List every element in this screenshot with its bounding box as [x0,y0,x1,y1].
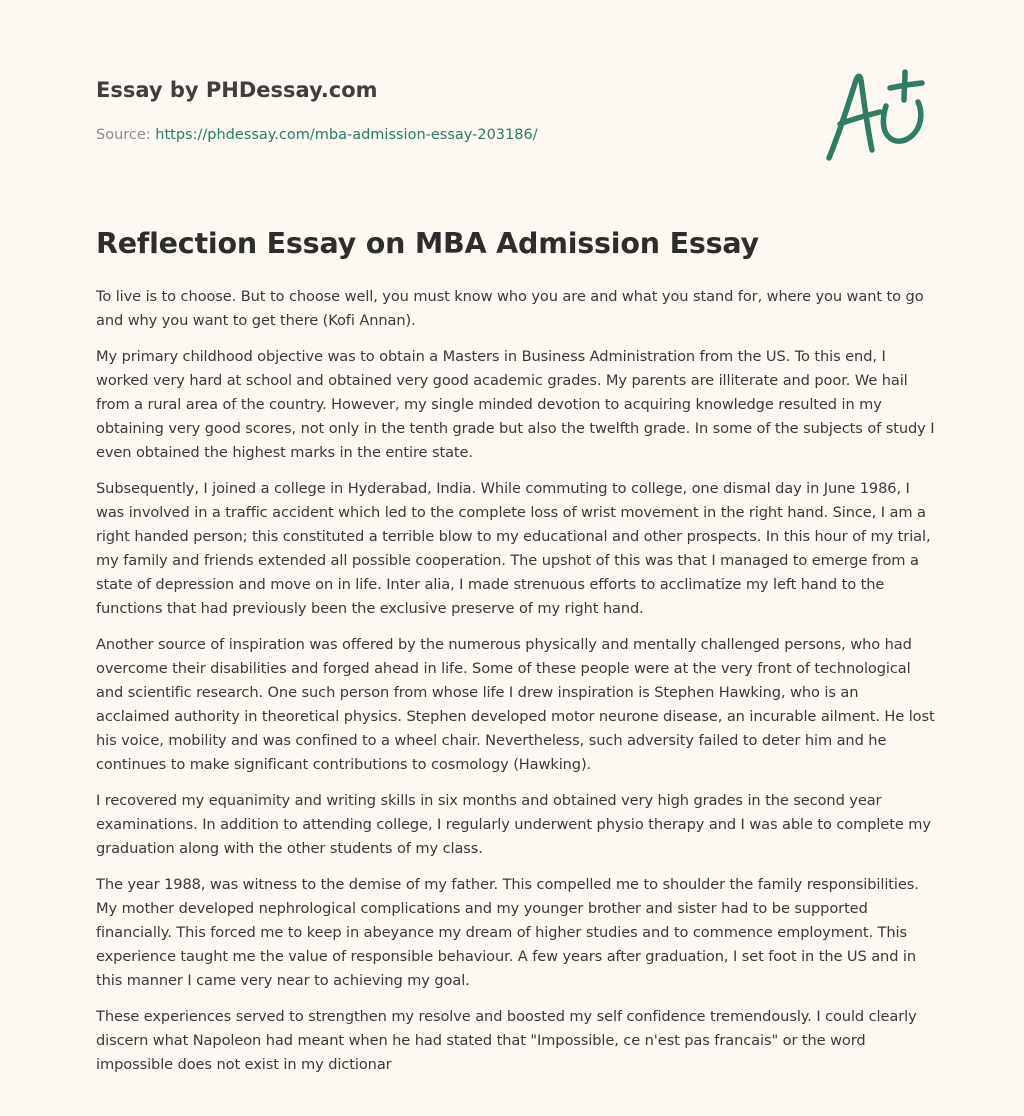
document-header [96,76,796,145]
essay-title: Reflection Essay on MBA Admission Essay [96,227,759,260]
essay-paragraph: Subsequently, I joined a college in Hyderabad, India. While commuting to college, one dismal day in June 1986, I was involved in a traffic accident which led to the complete loss of wrist movement in the right hand. Since, I am a right handed person; this constituted a terrible blow to my educational and other prospects. In this hour of my trial, my family and friends extended all possible cooperation. The upshot of this was that I managed to emerge from a state of depression and move on in life. Inter alia, I made strenuous efforts to acclimatize my left hand to the functions that had previously been the exclusive preserve of my right hand. [96,480,931,617]
essay-paragraph: To live is to choose. But to choose well, you must know who you are and what you stand for, where you want to go and why you want to get there (Kofi Annan). [96,288,924,329]
essay-paragraph: Another source of inspiration was offered by the numerous physically and mentally challenged persons, who had overcome their disabilities and forged ahead in life. Some of these people were at the very front of technological and scientific research. One such person from whose life I drew inspiration is Stephen Hawking, who is an acclaimed authority in theoretical physics. Stephen developed motor neurone disease, an incurable ailment. He lost his voice, mobility and was confined to a wheel chair. Nevertheless, such adversity failed to deter him and he continues to make significant contributions to cosmology (Hawking). [96,636,935,773]
source-label: Source: [96,127,156,143]
essay-paragraph: These experiences served to strengthen my resolve and boosted my self confidence tremendously. I could clearly discern what Napoleon had meant when he had stated that "Impossible, ce n'est pas francais" or the word impossible does not exist in my dictionar [96,1008,917,1073]
a-plus-logo-icon [820,66,930,166]
site-title: Essay by PHDessay.com [96,78,378,102]
essay-paragraph: The year 1988, was witness to the demise of my father. This compelled me to shoulder the family responsibilities. My mother developed nephrological complications and my younger brother and sister had to be supported financially. This forced me to keep in abeyance my dream of higher studies and to commence employment. This experience taught me the value of responsible behaviour. A few years after graduation, I set foot in the US and in this manner I came very near to achieving my goal. [96,876,919,989]
essay-body [96,285,936,1089]
source-link[interactable]: https://phdessay.com/mba-admission-essay-203186/ [155,127,538,143]
essay-paragraph: I recovered my equanimity and writing skills in six months and obtained very high grades in the second year examinations. In addition to attending college, I regularly underwent physio therapy and I was able to complete my graduation along with the other students of my class. [96,792,931,857]
source-line [96,125,796,145]
essay-paragraph: My primary childhood objective was to obtain a Masters in Business Administration from the US. To this end, I worked very hard at school and obtained very good academic grades. My parents are illiterate and poor. We hail from a rural area of the country. However, my single minded devotion to acquiring knowledge resulted in my obtaining very good scores, not only in the tenth grade but also the twelfth grade. In some of the subjects of study I even obtained the highest marks in the entire state. [96,348,935,461]
